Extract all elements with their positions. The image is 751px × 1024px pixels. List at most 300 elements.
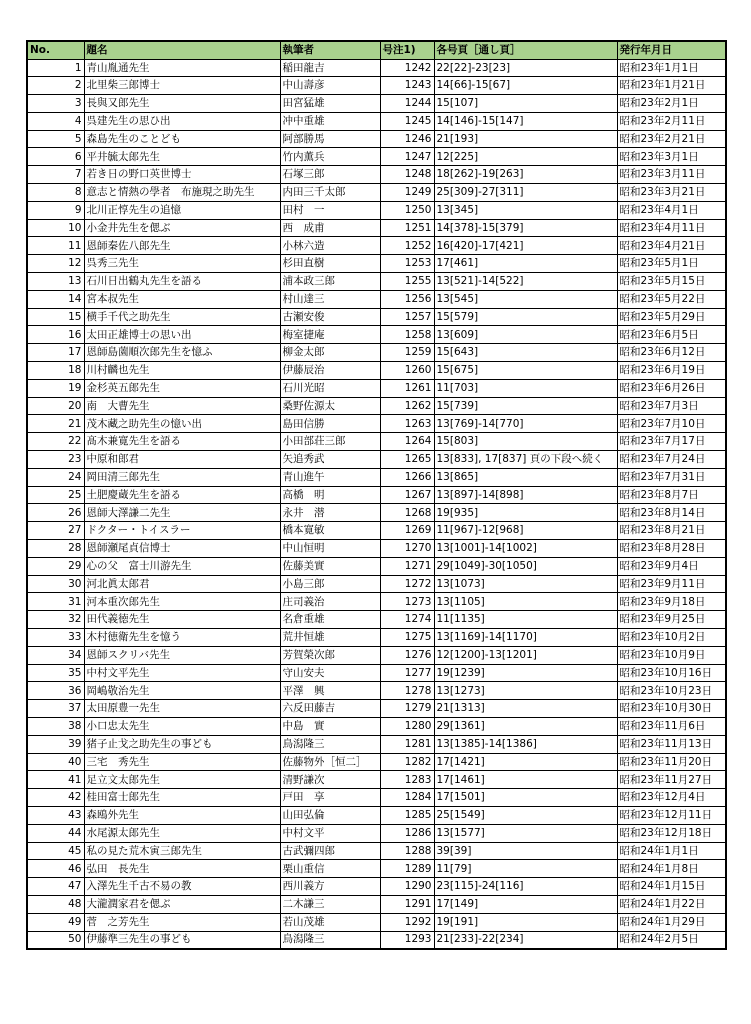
cell-author: 芳賀榮次郎 [280,646,380,664]
cell-date: 昭和23年10月2日 [617,629,726,647]
cell-pages: 19[191] [434,913,617,931]
cell-title: 平井毓太郎先生 [84,148,280,166]
cell-title: 茂木藏之助先生の憶い出 [84,415,280,433]
cell-author: 平澤 興 [280,682,380,700]
cell-author: 杉田直樹 [280,255,380,273]
cell-issue: 1288 [380,842,434,860]
header-issue: 号注1) [380,41,434,59]
cell-pages: 13[1273] [434,682,617,700]
cell-issue: 1281 [380,735,434,753]
cell-title: 田代義徳先生 [84,611,280,629]
table-row [27,273,726,291]
cell-issue: 1267 [380,486,434,504]
table-row [27,913,726,931]
cell-author: 阿部勝馬 [280,130,380,148]
cell-pages: 15[579] [434,308,617,326]
cell-date: 昭和23年7月31日 [617,468,726,486]
cell-no: 10 [27,219,84,237]
table-row [27,415,726,433]
cell-issue: 1264 [380,433,434,451]
cell-issue: 1242 [380,59,434,77]
cell-date: 昭和23年2月21日 [617,130,726,148]
cell-date: 昭和23年6月26日 [617,379,726,397]
cell-date: 昭和23年6月12日 [617,344,726,362]
cell-pages: 15[643] [434,344,617,362]
cell-author: 栗山重信 [280,860,380,878]
cell-issue: 1260 [380,362,434,380]
cell-date: 昭和23年4月21日 [617,237,726,255]
cell-no: 36 [27,682,84,700]
cell-issue: 1285 [380,806,434,824]
cell-date: 昭和23年11月27日 [617,771,726,789]
cell-title: 岡田清三郎先生 [84,468,280,486]
cell-author: 稲田龍吉 [280,59,380,77]
cell-title: 猪子止戈之助先生の事ども [84,735,280,753]
cell-date: 昭和24年2月5日 [617,931,726,949]
cell-issue: 1283 [380,771,434,789]
cell-pages: 13[1001]-14[1002] [434,540,617,558]
cell-pages: 13[1073] [434,575,617,593]
cell-date: 昭和23年5月22日 [617,290,726,308]
cell-date: 昭和23年11月6日 [617,717,726,735]
table-row [27,575,726,593]
cell-author: 橋本寛敏 [280,522,380,540]
cell-issue: 1250 [380,201,434,219]
cell-title: 中原和郎君 [84,451,280,469]
table-row [27,433,726,451]
cell-author: 二木謙三 [280,895,380,913]
cell-author: 高橋 明 [280,486,380,504]
table-row [27,931,726,949]
cell-no: 9 [27,201,84,219]
cell-issue: 1271 [380,557,434,575]
cell-issue: 1253 [380,255,434,273]
table-row [27,593,726,611]
cell-issue: 1269 [380,522,434,540]
cell-pages: 13[897]-14[898] [434,486,617,504]
cell-no: 26 [27,504,84,522]
cell-title: 南 大曹先生 [84,397,280,415]
cell-issue: 1292 [380,913,434,931]
cell-author: 山田弘倫 [280,806,380,824]
cell-author: 中島 實 [280,717,380,735]
cell-date: 昭和23年7月10日 [617,415,726,433]
cell-author: 村山達三 [280,290,380,308]
cell-date: 昭和23年10月30日 [617,700,726,718]
cell-author: 六反田藤吉 [280,700,380,718]
table-row [27,629,726,647]
cell-no: 43 [27,806,84,824]
cell-date: 昭和23年6月19日 [617,362,726,380]
cell-author: 矢追秀武 [280,451,380,469]
cell-issue: 1278 [380,682,434,700]
table-row [27,308,726,326]
cell-author: 中山壽彦 [280,77,380,95]
cell-author: 冲中重雄 [280,112,380,130]
cell-date: 昭和24年1月15日 [617,878,726,896]
table-row [27,201,726,219]
cell-pages: 14[146]-15[147] [434,112,617,130]
cell-date: 昭和23年3月1日 [617,148,726,166]
cell-date: 昭和23年9月18日 [617,593,726,611]
cell-no: 6 [27,148,84,166]
cell-title: 恩師瀬尾貞信博士 [84,540,280,558]
cell-pages: 12[1200]-13[1201] [434,646,617,664]
cell-author: 古武彌四郎 [280,842,380,860]
cell-author: 中山恒明 [280,540,380,558]
cell-title: 恩師島薗順次郎先生を憶ふ [84,344,280,362]
cell-title: 岡嶋敬治先生 [84,682,280,700]
cell-title: 川村麟也先生 [84,362,280,380]
cell-title: 若き日の野口英世博士 [84,166,280,184]
cell-pages: 21[1313] [434,700,617,718]
cell-no: 22 [27,433,84,451]
cell-title: 長與又郎先生 [84,95,280,113]
cell-author: 名倉重雄 [280,611,380,629]
cell-title: 恩師大澤謙二先生 [84,504,280,522]
cell-pages: 13[1105] [434,593,617,611]
cell-date: 昭和23年12月18日 [617,824,726,842]
table-row [27,77,726,95]
cell-pages: 13[1577] [434,824,617,842]
header-date: 発行年月日 [617,41,726,59]
table-row [27,557,726,575]
cell-pages: 14[378]-15[379] [434,219,617,237]
table-row [27,166,726,184]
cell-author: 柳金太郎 [280,344,380,362]
cell-pages: 13[1385]-14[1386] [434,735,617,753]
cell-author: 中村文平 [280,824,380,842]
cell-issue: 1244 [380,95,434,113]
cell-title: 恩師スクリバ先生 [84,646,280,664]
cell-date: 昭和23年3月21日 [617,184,726,202]
cell-issue: 1257 [380,308,434,326]
cell-pages: 19[935] [434,504,617,522]
table-row [27,717,726,735]
cell-pages: 19[1239] [434,664,617,682]
cell-author: 青山進午 [280,468,380,486]
cell-date: 昭和23年10月9日 [617,646,726,664]
cell-title: 土肥慶蔵先生を語る [84,486,280,504]
cell-author: 竹内薫兵 [280,148,380,166]
table-row [27,468,726,486]
cell-author: 古瀬安俊 [280,308,380,326]
cell-author: 浦本政三郎 [280,273,380,291]
cell-issue: 1272 [380,575,434,593]
cell-title: 菅 之芳先生 [84,913,280,931]
cell-issue: 1265 [380,451,434,469]
cell-title: 呉建先生の思ひ出 [84,112,280,130]
cell-no: 21 [27,415,84,433]
cell-title: 心の父 富士川游先生 [84,557,280,575]
table-row [27,753,726,771]
cell-author: 鳥潟隆三 [280,931,380,949]
table-row [27,219,726,237]
cell-author: 桑野佐源太 [280,397,380,415]
cell-issue: 1262 [380,397,434,415]
cell-no: 3 [27,95,84,113]
cell-date: 昭和23年3月11日 [617,166,726,184]
cell-issue: 1286 [380,824,434,842]
cell-pages: 15[803] [434,433,617,451]
cell-title: 宮本叔先生 [84,290,280,308]
cell-pages: 14[66]-15[67] [434,77,617,95]
cell-no: 30 [27,575,84,593]
cell-date: 昭和23年7月3日 [617,397,726,415]
cell-no: 1 [27,59,84,77]
table-row [27,326,726,344]
cell-pages: 29[1049]-30[1050] [434,557,617,575]
table-row [27,735,726,753]
cell-pages: 13[1169]-14[1170] [434,629,617,647]
table-row [27,130,726,148]
table-row [27,237,726,255]
cell-no: 29 [27,557,84,575]
cell-pages: 25[309]-27[311] [434,184,617,202]
cell-date: 昭和23年7月24日 [617,451,726,469]
cell-title: 太田正雄博士の思い出 [84,326,280,344]
cell-author: 小林六造 [280,237,380,255]
cell-pages: 13[521]-14[522] [434,273,617,291]
table-row [27,522,726,540]
cell-author: 佐藤美實 [280,557,380,575]
cell-date: 昭和23年2月11日 [617,112,726,130]
cell-issue: 1268 [380,504,434,522]
cell-issue: 1255 [380,273,434,291]
cell-issue: 1282 [380,753,434,771]
cell-date: 昭和23年2月1日 [617,95,726,113]
cell-pages: 22[22]-23[23] [434,59,617,77]
cell-author: 石塚三郎 [280,166,380,184]
cell-issue: 1289 [380,860,434,878]
cell-date: 昭和23年9月4日 [617,557,726,575]
cell-title: 金杉英五郎先生 [84,379,280,397]
cell-author: 戸田 享 [280,789,380,807]
cell-date: 昭和23年9月11日 [617,575,726,593]
cell-title: 木村徳衛先生を憶う [84,629,280,647]
table-row [27,700,726,718]
cell-date: 昭和23年5月29日 [617,308,726,326]
table-row [27,664,726,682]
cell-title: 森鴎外先生 [84,806,280,824]
table-body [27,59,726,949]
cell-author: 小田部荘三郎 [280,433,380,451]
cell-no: 2 [27,77,84,95]
cell-title: 河北眞太郎君 [84,575,280,593]
cell-issue: 1245 [380,112,434,130]
cell-author: 清野謙次 [280,771,380,789]
cell-title: 私の見た荒木寅三郎先生 [84,842,280,860]
cell-no: 27 [27,522,84,540]
cell-no: 32 [27,611,84,629]
cell-pages: 13[545] [434,290,617,308]
table-row [27,878,726,896]
cell-issue: 1248 [380,166,434,184]
cell-date: 昭和23年8月7日 [617,486,726,504]
cell-issue: 1258 [380,326,434,344]
cell-no: 17 [27,344,84,362]
cell-date: 昭和23年12月11日 [617,806,726,824]
cell-no: 45 [27,842,84,860]
header-title: 題名 [84,41,280,59]
cell-title: 大瀧潤家君を偲ぶ [84,895,280,913]
cell-date: 昭和24年1月29日 [617,913,726,931]
cell-date: 昭和23年7月17日 [617,433,726,451]
table-row [27,451,726,469]
cell-date: 昭和23年9月25日 [617,611,726,629]
cell-title: 三宅 秀先生 [84,753,280,771]
cell-issue: 1276 [380,646,434,664]
cell-pages: 25[1549] [434,806,617,824]
cell-no: 20 [27,397,84,415]
cell-no: 41 [27,771,84,789]
cell-no: 35 [27,664,84,682]
table-row [27,184,726,202]
cell-no: 18 [27,362,84,380]
cell-no: 48 [27,895,84,913]
cell-title: 入澤先生千古不易の教 [84,878,280,896]
cell-no: 24 [27,468,84,486]
cell-pages: 12[225] [434,148,617,166]
cell-author: 若山茂雄 [280,913,380,931]
cell-author: 荒井恒雄 [280,629,380,647]
cell-pages: 17[1461] [434,771,617,789]
header-row [27,41,726,59]
cell-no: 49 [27,913,84,931]
cell-no: 19 [27,379,84,397]
cell-author: 佐藤物外［恒二］ [280,753,380,771]
cell-no: 38 [27,717,84,735]
table-row [27,611,726,629]
cell-date: 昭和23年1月1日 [617,59,726,77]
cell-author: 内田三千太郎 [280,184,380,202]
cell-no: 15 [27,308,84,326]
cell-pages: 17[149] [434,895,617,913]
cell-title: 伊藤準三先生の事ども [84,931,280,949]
cell-issue: 1256 [380,290,434,308]
cell-title: 呉秀三先生 [84,255,280,273]
cell-no: 7 [27,166,84,184]
cell-date: 昭和23年5月1日 [617,255,726,273]
cell-date: 昭和24年1月1日 [617,842,726,860]
cell-date: 昭和23年10月23日 [617,682,726,700]
cell-no: 4 [27,112,84,130]
cell-issue: 1261 [380,379,434,397]
cell-issue: 1277 [380,664,434,682]
table-row [27,824,726,842]
cell-no: 44 [27,824,84,842]
cell-title: 小口忠太先生 [84,717,280,735]
table-row [27,682,726,700]
cell-title: 北里柴三郎博士 [84,77,280,95]
table-row [27,290,726,308]
cell-pages: 15[107] [434,95,617,113]
cell-pages: 18[262]-19[263] [434,166,617,184]
cell-issue: 1252 [380,237,434,255]
table-row [27,362,726,380]
cell-pages: 13[609] [434,326,617,344]
header-pages: 各号頁［通し頁］ [434,41,617,59]
cell-title: 弘田 長先生 [84,860,280,878]
cell-issue: 1266 [380,468,434,486]
table-row [27,789,726,807]
cell-no: 42 [27,789,84,807]
cell-pages: 21[193] [434,130,617,148]
cell-title: 水尾源太郎先生 [84,824,280,842]
cell-title: 横手千代之助先生 [84,308,280,326]
cell-issue: 1290 [380,878,434,896]
cell-author: 伊藤辰治 [280,362,380,380]
table-row [27,397,726,415]
table-row [27,540,726,558]
cell-pages: 13[833], 17[837] 頁の下段へ続く [434,451,617,469]
table-row [27,860,726,878]
cell-author: 永井 潜 [280,504,380,522]
table-row [27,255,726,273]
cell-date: 昭和23年10月16日 [617,664,726,682]
cell-no: 28 [27,540,84,558]
cell-pages: 15[675] [434,362,617,380]
cell-title: 恩師秦佐八郎先生 [84,237,280,255]
cell-author: 島田信勝 [280,415,380,433]
cell-no: 34 [27,646,84,664]
cell-issue: 1251 [380,219,434,237]
cell-pages: 11[967]-12[968] [434,522,617,540]
cell-title: 青山胤通先生 [84,59,280,77]
cell-no: 33 [27,629,84,647]
cell-author: 守山安夫 [280,664,380,682]
cell-issue: 1263 [380,415,434,433]
cell-pages: 13[865] [434,468,617,486]
cell-issue: 1273 [380,593,434,611]
table-row [27,646,726,664]
cell-title: 河本重次郎先生 [84,593,280,611]
cell-date: 昭和23年5月15日 [617,273,726,291]
cell-no: 37 [27,700,84,718]
table-row [27,148,726,166]
cell-issue: 1247 [380,148,434,166]
cell-author: 西 成甫 [280,219,380,237]
cell-no: 46 [27,860,84,878]
cell-issue: 1293 [380,931,434,949]
cell-issue: 1259 [380,344,434,362]
cell-pages: 21[233]-22[234] [434,931,617,949]
cell-author: 西川義方 [280,878,380,896]
cell-no: 47 [27,878,84,896]
cell-date: 昭和24年1月22日 [617,895,726,913]
cell-no: 16 [27,326,84,344]
cell-date: 昭和23年6月5日 [617,326,726,344]
cell-issue: 1280 [380,717,434,735]
cell-no: 13 [27,273,84,291]
cell-pages: 15[739] [434,397,617,415]
cell-pages: 13[769]-14[770] [434,415,617,433]
cell-issue: 1284 [380,789,434,807]
cell-issue: 1246 [380,130,434,148]
table-row [27,112,726,130]
cell-title: 足立文太郎先生 [84,771,280,789]
cell-pages: 11[1135] [434,611,617,629]
table-row [27,379,726,397]
cell-title: 中村文平先生 [84,664,280,682]
table-row [27,344,726,362]
cell-title: ドクター・トイスラー [84,522,280,540]
cell-date: 昭和23年8月28日 [617,540,726,558]
cell-no: 12 [27,255,84,273]
cell-issue: 1274 [380,611,434,629]
cell-no: 31 [27,593,84,611]
cell-no: 11 [27,237,84,255]
